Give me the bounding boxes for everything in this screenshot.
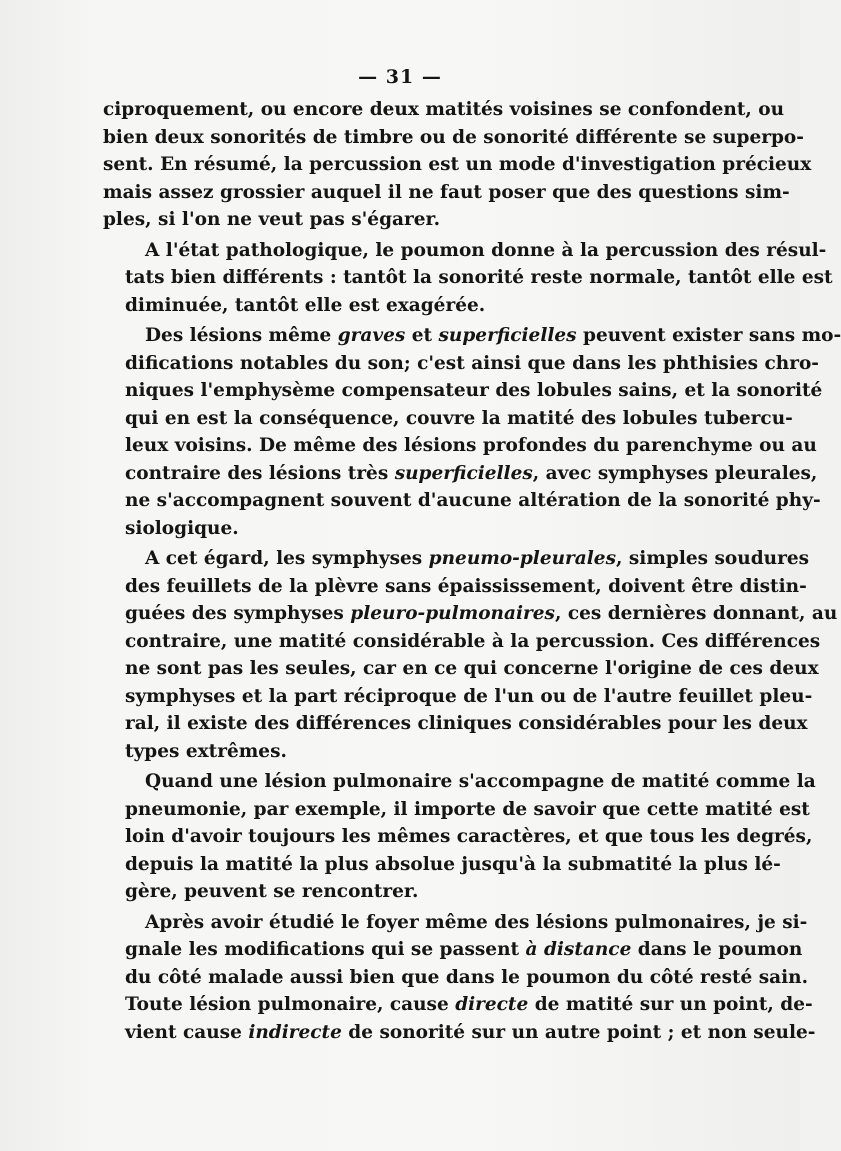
text-line: tats bien différents : tantôt la sonorité reste normale, tantôt elle est — [125, 267, 833, 288]
paragraph — [103, 322, 841, 542]
text-line: du côté malade aussi bien que dans le poumon du côté resté sain. — [125, 966, 809, 988]
italic-emphasis: directe — [455, 994, 529, 1015]
text-line: guées des symphyses pleuro-pulmonaires, ces dernières donnant, au — [125, 603, 838, 624]
paragraph — [103, 768, 816, 906]
text-line: loin d'avoir toujours les mêmes caractères, et que tous les degrés, — [125, 826, 813, 847]
text-line: contraire des lésions très superficielles, avec symphyses pleurales, — [125, 462, 818, 484]
text-line: Toute lésion pulmonaire, cause directe de matité sur un point, de- — [125, 994, 813, 1015]
text-line: ples, si l'on ne veut pas s'égarer. — [103, 209, 441, 230]
text-line: A l'état pathologique, le poumon donne à la percussion des résul- — [145, 239, 827, 261]
text-line: contraire, une matité considérable à la percussion. Ces différences — [125, 630, 821, 652]
text-line: Quand une lésion pulmonaire s'accompagne de matité comme la — [145, 771, 816, 792]
text-line: diminuée, tantôt elle est exagérée. — [125, 294, 486, 316]
text-line: ral, il existe des différences cliniques considérables pour les deux — [125, 713, 808, 734]
text-line: Après avoir étudié le foyer même des lésions pulmonaires, je si- — [145, 911, 808, 933]
text-line: depuis la matité la plus absolue jusqu'à la submatité la plus lé- — [125, 853, 781, 875]
text-line: des feuillets de la plèvre sans épaississement, doivent être distin- — [125, 575, 807, 597]
text-line: siologique. — [125, 517, 239, 539]
text-line: ne sont pas les seules, car en ce qui concerne l'origine de ces deux — [125, 658, 819, 679]
italic-emphasis: pleuro-pulmonaires — [350, 603, 555, 624]
text-line: bien deux sonorités de timbre ou de sonorité différente se superpo- — [103, 126, 804, 148]
text-line: niques l'emphysème compensateur des lobules sains, et la sonorité — [125, 380, 823, 401]
body-text — [103, 96, 841, 1049]
text-line: mais assez grossier auquel il ne faut poser que des questions sim- — [103, 181, 790, 203]
text-line: gère, peuvent se rencontrer. — [125, 881, 419, 902]
paragraph — [103, 545, 838, 765]
text-line: ne s'accompagnent souvent d'aucune altération de la sonorité phy- — [125, 490, 821, 511]
text-line: ciproquement, ou encore deux matités voisines se confondent, ou — [103, 99, 785, 120]
text-line: vient cause indirecte de sonorité sur un autre point ; et non seule- — [125, 1021, 816, 1043]
italic-emphasis: superficielles — [394, 462, 533, 484]
text-line: A cet égard, les symphyses pneumo-pleurales, simples soudures — [145, 548, 810, 569]
italic-emphasis: pneumo-pleurales — [428, 548, 616, 569]
text-line: gnale les modifications qui se passent à distance dans le poumon — [125, 939, 803, 960]
text-line: sent. En résumé, la percussion est un mode d'investigation précieux — [103, 154, 812, 175]
paragraph — [103, 909, 816, 1047]
italic-emphasis: indirecte — [248, 1021, 342, 1043]
italic-emphasis: graves — [337, 325, 406, 346]
italic-emphasis: superficielles — [438, 325, 577, 346]
page-number: — 31 — — [358, 66, 442, 88]
italic-emphasis: à distance — [525, 939, 632, 960]
paragraph — [103, 237, 833, 320]
text-line: symphyses et la part réciproque de l'un ou de l'autre feuillet pleu- — [125, 685, 813, 707]
text-line: pneumonie, par exemple, il importe de savoir que cette matité est — [125, 798, 810, 820]
text-line: difications notables du son; c'est ainsi que dans les phthisies chro- — [125, 352, 819, 374]
paragraph — [103, 96, 812, 234]
text-line: leux voisins. De même des lésions profondes du parenchyme ou au — [125, 435, 817, 456]
text-line: types extrêmes. — [125, 740, 287, 762]
text-line: Des lésions même graves et superficielles peuvent exister sans mo- — [145, 325, 841, 346]
text-line: qui en est la conséquence, couvre la matité des lobules tubercu- — [125, 407, 793, 429]
